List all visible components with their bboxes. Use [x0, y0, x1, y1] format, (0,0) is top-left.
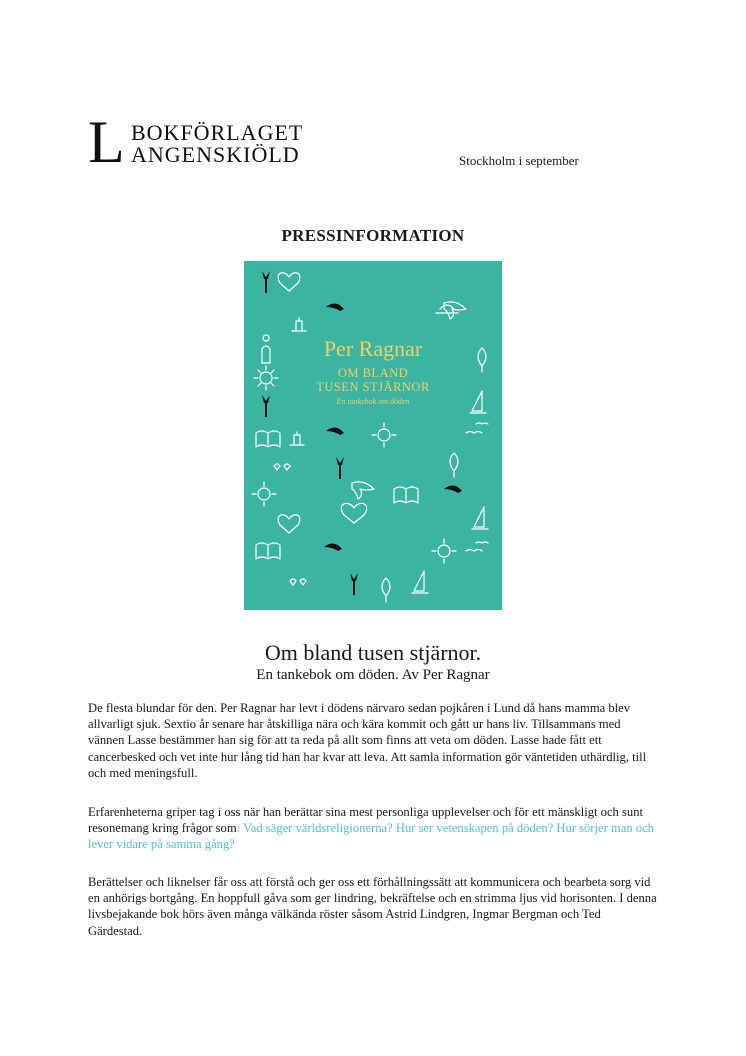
cover-title-line-2: TUSEN STJÄRNOR	[316, 380, 430, 394]
book-title: Om bland tusen stjärnor.	[264, 640, 482, 665]
book-icon-3	[256, 543, 280, 559]
sun-icon-4	[432, 539, 456, 563]
heart-icon-2	[341, 503, 366, 523]
cover-pattern	[244, 261, 502, 610]
publisher-logo	[88, 109, 338, 175]
candle-icon	[290, 432, 304, 445]
heart-icon	[278, 273, 300, 291]
cover-title-line-1: OM BLAND	[337, 366, 409, 380]
body-paragraph-2-text: Erfarenheterna griper tag i oss när han berättar sina mest personliga upplevelser och för ett mänskligt och sunt resonemang kring frågor som	[88, 805, 643, 836]
book-icon-2	[394, 487, 418, 503]
tulip-icon	[262, 271, 270, 279]
sailboat-icon-3	[412, 571, 428, 593]
book-icon	[256, 431, 280, 447]
bird-icon-3	[444, 485, 462, 493]
candle-icon-2	[292, 318, 306, 331]
tulip-icon-3	[336, 457, 344, 465]
hearts-small-icon	[290, 579, 306, 585]
body-paragraph-1: De flesta blundar för den. Per Ragnar har levt i dödens närvaro sedan pojkåren i Lund då hans mamma blev allvarligt sjuk. Sextio år senare har åtskilliga nära och kära kommit och gått ur hans liv. Tillsammans med vännen Lasse bestämmer han sig för att ta reda på allt som finns att veta om döden. Lasse hade fått ett cancerbesked och vet inte hur lång tid han har kvar att leva. Att samla information gör väntetiden uthärdlig, till och med meningsfull.	[88, 701, 647, 780]
leaf-icon-2	[382, 578, 390, 602]
sun-icon-3	[252, 482, 276, 506]
bird-icon-4	[324, 543, 342, 551]
cover-author: Per Ragnar	[323, 336, 423, 361]
birds-icon	[466, 423, 488, 433]
body-paragraph-2	[88, 804, 658, 853]
tulip-icon-4	[350, 573, 358, 581]
body-paragraph-3: Berättelser och liknelser får oss att förstå och ger oss ett förhållningssätt att kommunicera och bearbeta sorg vid en anhörigs bortgång. En hoppfull gåva som ger lindring, bekräftelse och en strimma ljus vid horisonten. I denna livsbejakande bok hörs även många välkända röster såsom Astrid Lindgren, Ingmar Bergman och Ted Gärdestad.	[88, 875, 657, 938]
questions-link[interactable]: : Vad säger världsreligionerna? Hur ser vetenskapen på döden? Hur sörjer man och lever vidare på samma gång?	[88, 821, 654, 852]
hearts-small-icon-2	[274, 464, 290, 470]
birds-icon-2	[466, 542, 488, 551]
book-subtitle: En tankebok om döden. Av Per Ragnar	[256, 667, 490, 683]
logo-line-1: BOKFÖRLAGET	[131, 120, 304, 145]
dateline: Stockholm i september	[459, 153, 579, 168]
book-cover	[244, 261, 502, 610]
bird-icon-2	[326, 427, 344, 435]
heart-icon-3	[278, 515, 300, 533]
leaf-icon-3	[450, 453, 458, 477]
dove-icon-2	[352, 482, 374, 499]
sailboat-icon-2	[472, 507, 488, 529]
logo-line-2: ANGENSKIÖLD	[131, 142, 300, 167]
page-heading: PRESSINFORMATION	[281, 226, 465, 245]
logo-initial: L	[88, 109, 125, 175]
sun-icon-2	[372, 423, 396, 447]
cover-subtitle: En tankebok om döden	[336, 397, 410, 406]
bird-icon	[326, 303, 344, 311]
